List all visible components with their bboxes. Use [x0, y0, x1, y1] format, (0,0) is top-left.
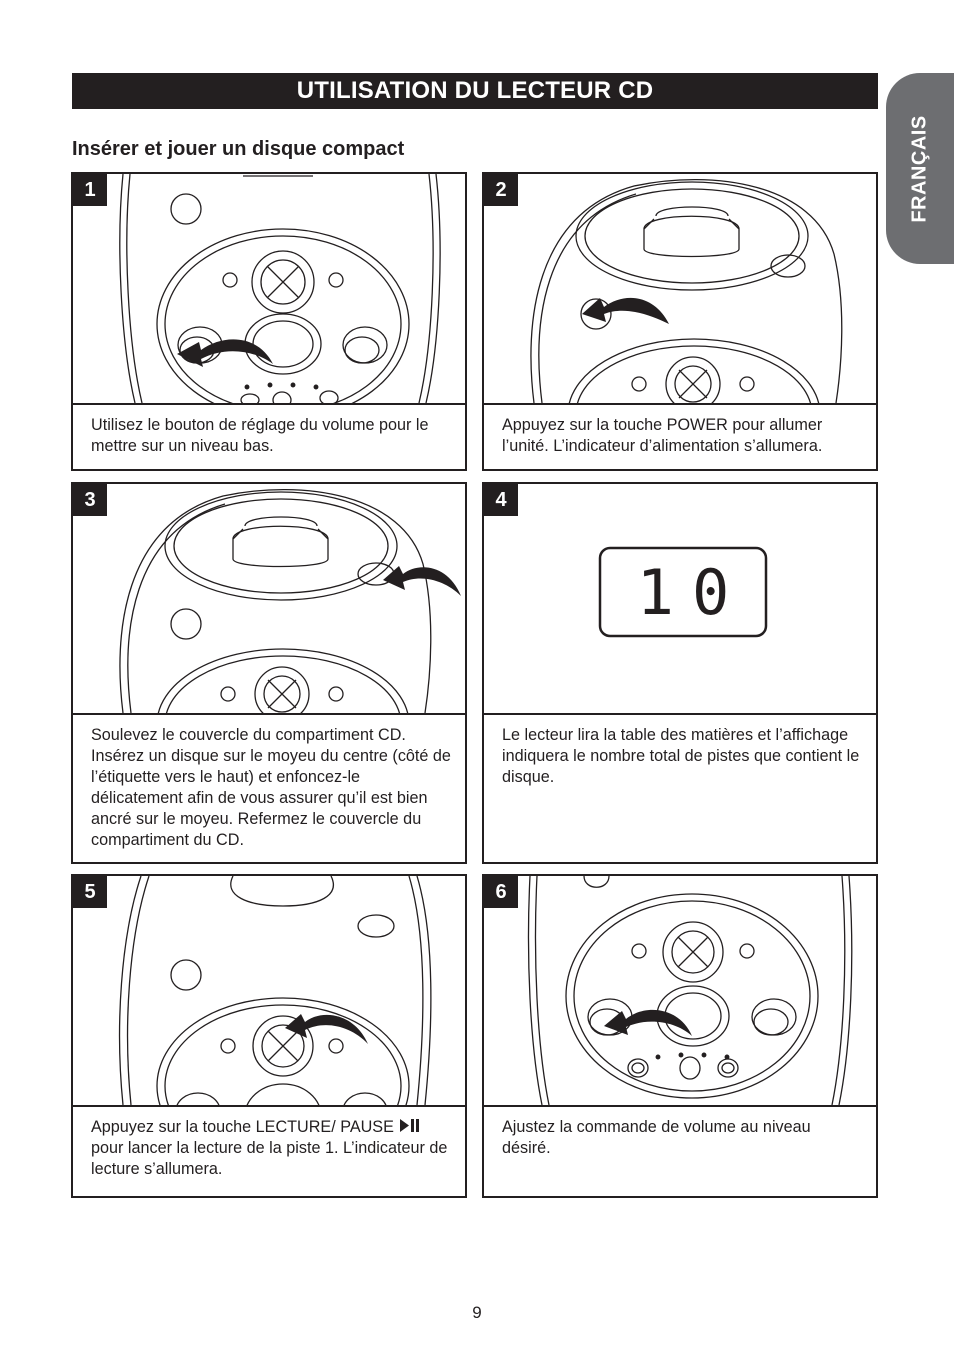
panel-divider [484, 713, 876, 715]
panel-divider [73, 1105, 465, 1107]
language-tab-label: FRANÇAIS [908, 115, 931, 223]
step-number-5: 5 [73, 876, 107, 908]
panel-divider [73, 713, 465, 715]
step-5-illustration [73, 876, 465, 1105]
step-number-3: 3 [73, 484, 107, 516]
step-caption-1: Utilisez le bouton de réglage du volume pour le mettre sur un niveau bas. [91, 416, 429, 455]
step-caption-2: Appuyez sur la touche POWER pour allumer l’unité. L’indicateur d’alimentation s’allumera. [502, 416, 823, 455]
step-number-2: 2 [484, 174, 518, 206]
panel-divider [484, 1105, 876, 1107]
step-panel-4 [482, 482, 878, 864]
step-caption-5-before: Appuyez sur la touche LECTURE/ PAUSE [91, 1118, 394, 1136]
panel-divider [484, 403, 876, 405]
step-panel-6 [482, 874, 878, 1198]
section-title-bar [72, 73, 878, 109]
step-2-illustration [484, 174, 876, 403]
step-caption-6: Ajustez la commande de volume au niveau désiré. [502, 1118, 811, 1157]
play-pause-icon [399, 1118, 421, 1133]
step-caption-5 [91, 1117, 451, 1180]
step-6-illustration [484, 876, 876, 1105]
step-panel-2 [482, 172, 878, 471]
language-tab [886, 73, 954, 264]
step-panel-1 [71, 172, 467, 471]
step-panel-5 [71, 874, 467, 1198]
step-1-illustration [73, 174, 465, 403]
step-3-illustration [73, 484, 465, 713]
step-number-4: 4 [484, 484, 518, 516]
step-4-illustration [484, 484, 876, 713]
section-subtitle: Insérer et jouer un disque compact [72, 138, 405, 160]
step-number-1: 1 [73, 174, 107, 206]
step-panel-3 [71, 482, 467, 864]
step-caption-3: Soulevez le couvercle du compartiment CD. Insérez un disque sur le moyeu du centre (côté de l’étiquette vers le haut) et enfoncez-le délicatement afin de vous assurer qu’il est bien ancré sur le moyeu. Refermez le couvercle du compartiment du CD. [91, 726, 451, 849]
display-readout: 10 [636, 555, 748, 629]
step-caption-5-after: pour lancer la lecture de la piste 1. L’indicateur de lecture s’allumera. [91, 1139, 448, 1178]
step-caption-4: Le lecteur lira la table des matières et l’affichage indiquera le nombre total de pistes que contient le disque. [502, 726, 860, 786]
panel-divider [73, 403, 465, 405]
step-number-6: 6 [484, 876, 518, 908]
page-number: 9 [472, 1303, 482, 1322]
section-title: UTILISATION DU LECTEUR CD [296, 77, 654, 104]
